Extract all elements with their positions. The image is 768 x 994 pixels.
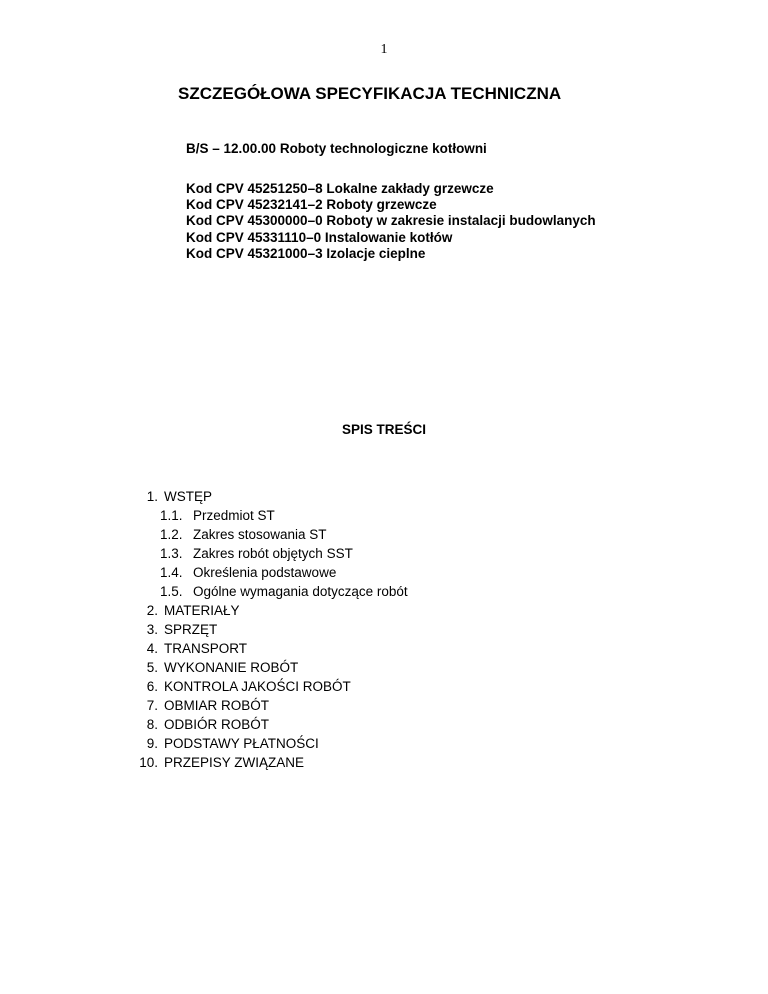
toc-entry [0,487,600,506]
toc-entry-label: OBMIAR ROBÓT [164,698,270,713]
cpv-code-list [186,181,596,262]
toc-entry [0,582,600,601]
toc-entry-number: 4. [146,641,158,656]
toc-entry [0,506,600,525]
toc-entry-label: ODBIÓR ROBÓT [164,717,270,732]
toc-entry-number: 2. [146,603,158,618]
toc-entry-number: 1. [146,489,158,504]
toc-entry-label: WYKONANIE ROBÓT [164,660,299,675]
toc-entry-number: 3. [146,622,158,637]
toc-entry-label: TRANSPORT [164,641,248,656]
toc-entry-number: 9. [146,736,158,751]
toc-entry [0,639,600,658]
toc-entry-label: KONTROLA JAKOŚCI ROBÓT [164,679,351,694]
toc-entry [0,734,600,753]
toc-entry [0,620,600,639]
document-subtitle: B/S – 12.00.00 Roboty technologiczne kotłowni [186,141,487,156]
toc-entry-label: MATERIAŁY [164,603,240,618]
toc-entry-number: 5. [146,660,158,675]
table-of-contents [0,487,600,772]
toc-entry [0,715,600,734]
toc-entry-label: WSTĘP [164,489,213,504]
toc-entry-label: PODSTAWY PŁATNOŚCI [164,736,319,751]
toc-entry [0,601,600,620]
toc-entry-label: Przedmiot ST [193,508,275,523]
toc-entry-number: 1.3. [160,546,183,561]
table-of-contents-heading: SPIS TREŚCI [341,422,427,437]
cpv-code-item: Kod CPV 45331110–0 Instalowanie kotłów [186,229,453,245]
toc-entry-number: 10. [139,755,158,770]
toc-entry-number: 6. [146,679,158,694]
toc-entry-number: 1.4. [160,565,183,580]
toc-entry [0,677,600,696]
toc-entry [0,753,600,772]
toc-entry-number: 8. [146,717,158,732]
toc-entry [0,563,600,582]
toc-entry-label: Określenia podstawowe [193,565,337,580]
document-title: SZCZEGÓŁOWA SPECYFIKACJA TECHNICZNA [178,84,562,103]
toc-entry-label: PRZEPISY ZWIĄZANE [164,755,305,770]
cpv-code-item: Kod CPV 45300000–0 Roboty w zakresie instalacji budowlanych [186,213,596,229]
page-number: 1 [380,42,388,57]
toc-entry-number: 7. [146,698,158,713]
toc-entry [0,696,600,715]
cpv-code-item: Kod CPV 45232141–2 Roboty grzewcze [186,197,437,213]
toc-entry-label: SPRZĘT [164,622,218,637]
toc-entry-number: 1.2. [160,527,183,542]
toc-entry-label: Zakres robót objętych SST [193,546,353,561]
cpv-code-item: Kod CPV 45321000–3 Izolacje cieplne [186,245,426,261]
toc-entry-number: 1.5. [160,584,183,599]
cpv-code-item: Kod CPV 45251250–8 Lokalne zakłady grzewcze [186,181,494,196]
toc-entry [0,544,600,563]
toc-entry [0,658,600,677]
toc-entry-number: 1.1. [160,508,183,523]
toc-entry [0,525,600,544]
toc-entry-label: Ogólne wymagania dotyczące robót [193,584,408,599]
toc-entry-label: Zakres stosowania ST [193,527,327,542]
